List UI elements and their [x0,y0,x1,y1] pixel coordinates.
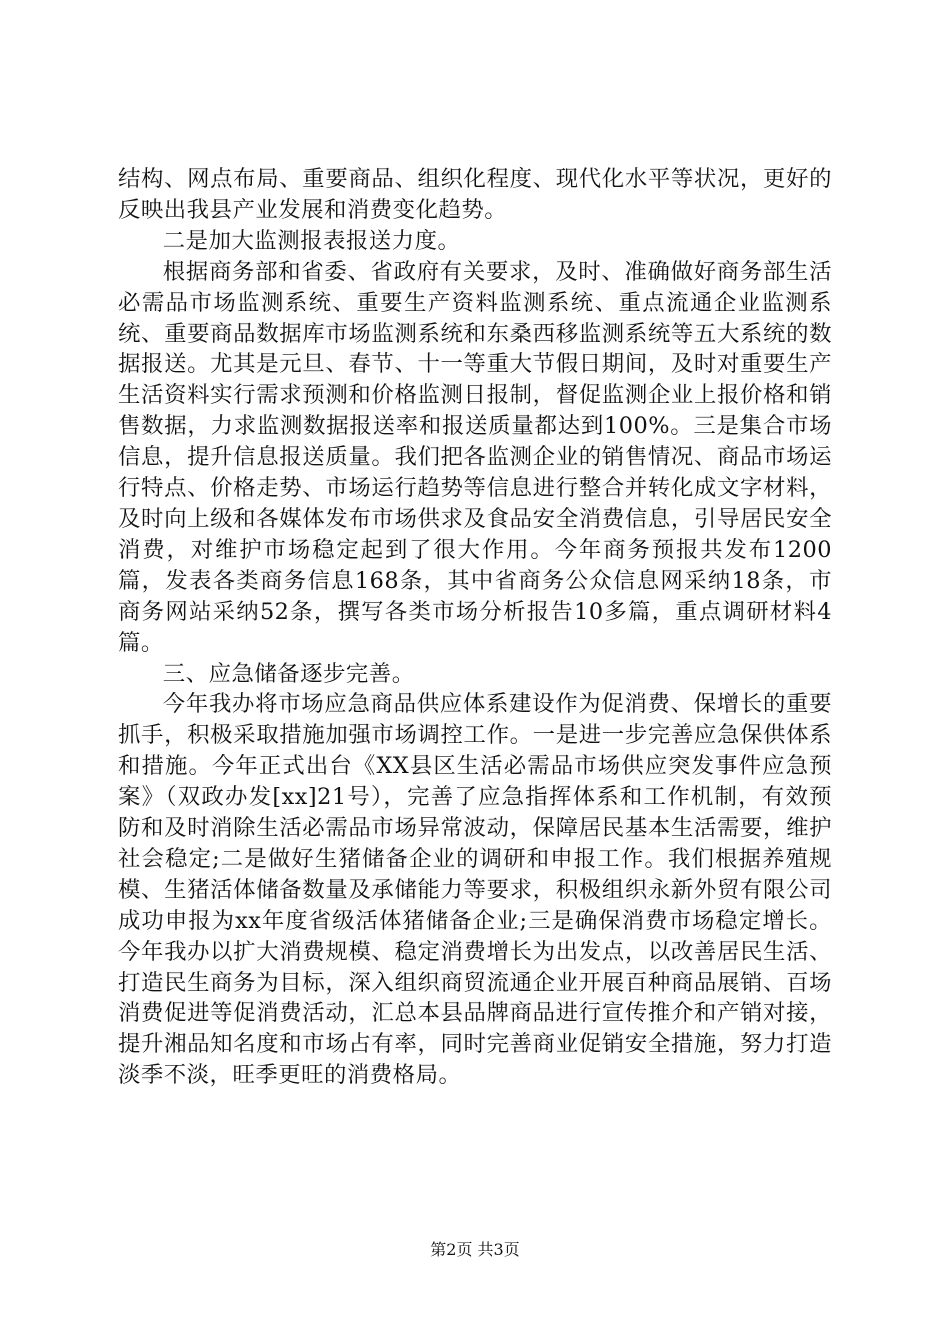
paragraph-heading-reporting: 二是加大监测报表报送力度。 [162,227,461,254]
page-number-footer: 第2页 共3页 [430,1240,520,1259]
paragraph-emergency-details: 今年我办将市场应急商品供应体系建设作为促消费、保增长的重要抓手，积极采取措施加强市场调控工作。一是进一步完善应急保供体系和措施。今年正式出台《XX县区生活必需品市场供应突发事件应急预案》（双政办发[xx]21号），完善了应急指挥体系和工作机制，有效预防和及时消除生活必需品市场异常波动，保障居民基本生活需要，维护社会稳定;二是做好生猪储备企业的调研和申报工作。我们根据养殖规模、生猪活体储备数量及承储能力等要求，积极组织永新外贸有限公司成功申报为xx年度省级活体猪储备企业;三是确保消费市场稳定增长。今年我办以扩大消费规模、稳定消费增长为出发点，以改善居民生活、打造民生商务为目标，深入组织商贸流通企业开展百种商品展销、百场消费促进等促消费活动，汇总本县品牌商品进行宣传推介和产销对接，提升湘品知名度和市场占有率，同时完善商业促销安全措施，努力打造淡季不淡，旺季更旺的消费格局。 [118,691,832,1089]
paragraph-continuation: 结构、网点布局、重要商品、组织化程度、现代化水平等状况，更好的反映出我县产业发展和消费变化趋势。 [118,166,832,223]
paragraph-heading-emergency-reserve: 三、应急储备逐步完善。 [162,660,415,687]
document-body [118,164,832,1091]
paragraph-monitoring-details: 根据商务部和省委、省政府有关要求，及时、准确做好商务部生活必需品市场监测系统、重要生产资料监测系统、重点流通企业监测系统、重要商品数据库市场监测系统和东桑西移监测系统等五大系统的数据报送。尤其是元旦、春节、十一等重大节假日期间，及时对重要生产生活资料实行需求预测和价格监测日报制，督促监测企业上报价格和销售数据，力求监测数据报送率和报送质量都达到100%。三是集合市场信息，提升信息报送质量。我们把各监测企业的销售情况、商品市场运行特点、价格走势、市场运行趋势等信息进行整合并转化成文字材料，及时向上级和各媒体发布市场供求及食品安全消费信息，引导居民安全消费，对维护市场稳定起到了很大作用。今年商务预报共发布1200篇，发表各类商务信息168条，其中省商务公众信息网采纳18条，市商务网站采纳52条，撰写各类市场分析报告10多篇，重点调研材料4篇。 [118,258,832,656]
